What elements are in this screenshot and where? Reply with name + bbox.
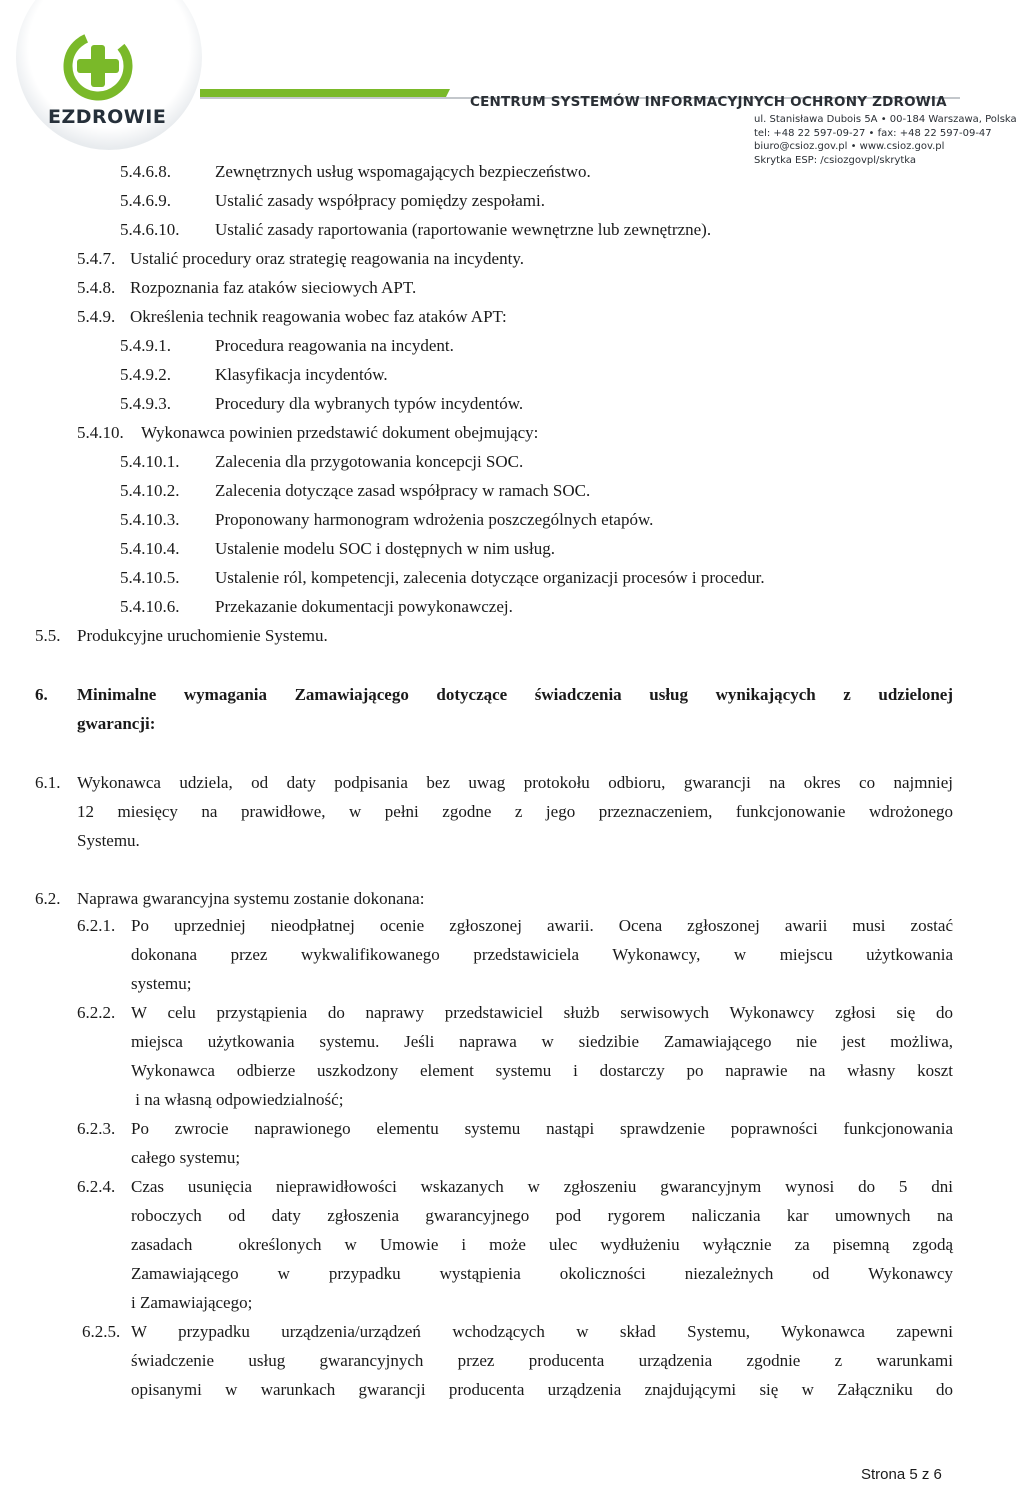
item-number: 5.4.10.4. — [120, 539, 180, 558]
item-number: 5.4.6.10. — [120, 220, 180, 239]
item-number: 5.4.10.3. — [120, 510, 180, 529]
item-line: Po uprzedniej nieodpłatnej ocenie zgłoszonej awarii. Ocena zgłoszonej awarii musi zostać — [131, 916, 953, 935]
section-number: 6. — [35, 685, 48, 704]
page-number: Strona 5 z 6 — [861, 1466, 942, 1483]
item-line: zasadach określonych w Umowie i może ulec wydłużeniu wyłącznie za pisemną zgodą — [131, 1235, 953, 1254]
item-number: 5.4.9.1. — [120, 336, 171, 355]
item-number: 5.4.10.6. — [120, 597, 180, 616]
paragraph-line: Naprawa gwarancyjna systemu zostanie dokonana: — [77, 889, 425, 908]
item-number: 6.2.3. — [77, 1119, 116, 1138]
paragraph-number: 6.2. — [35, 889, 61, 908]
item-text: Rozpoznania faz ataków sieciowych APT. — [130, 278, 417, 297]
item-number: 5.4.9. — [77, 307, 116, 326]
item-text: Ustalić zasady współpracy pomiędzy zespołami. — [215, 191, 545, 210]
contact-info — [754, 113, 1017, 167]
item-line: i na własną odpowiedzialność; — [131, 1090, 344, 1109]
organization-name: CENTRUM SYSTEMÓW INFORMACYJNYCH OCHRONY ZDROWIA — [470, 94, 947, 110]
item-number: 5.4.10.5. — [120, 568, 180, 587]
section-heading-line: gwarancji: — [77, 714, 156, 733]
item-text: Ustalenie ról, kompetencji, zalecenia dotyczące organizacji procesów i procedur. — [215, 568, 765, 587]
item-text: Zalecenia dla przygotowania koncepcji SOC. — [215, 452, 524, 471]
item-number: 5.4.9.2. — [120, 365, 171, 384]
item-text: Proponowany harmonogram wdrożenia poszczególnych etapów. — [215, 510, 654, 529]
item-number: 5.4.6.9. — [120, 191, 171, 210]
item-text: Zewnętrznych usług wspomagających bezpieczeństwo. — [215, 162, 591, 181]
item-text: Produkcyjne uruchomienie Systemu. — [77, 626, 328, 645]
item-line: Wykonawca odbierze uszkodzony element systemu i dostarczy po naprawie na własny koszt — [131, 1061, 953, 1080]
item-number: 5.4.8. — [77, 278, 116, 297]
item-line: Zamawiającego w przypadku wystąpienia okoliczności niezależnych od Wykonawcy — [131, 1264, 953, 1283]
item-line: opisanymi w warunkach gwarancji producenta urządzenia znajdującymi się w Załączniku do — [131, 1380, 953, 1399]
item-number: 5.4.6.8. — [120, 162, 171, 181]
contact-phone: tel: +48 22 597-09-27 • fax: +48 22 597-09-47 — [754, 127, 992, 139]
item-text: Ustalić procedury oraz strategię reagowania na incydenty. — [130, 249, 524, 268]
item-text: Określenia technik reagowania wobec faz ataków APT: — [130, 307, 507, 326]
item-number: 5.4.10. — [77, 423, 124, 442]
item-line: W celu przystąpienia do naprawy przedstawiciel służb serwisowych Wykonawcy zgłosi się do — [131, 1003, 953, 1022]
logo-text: EZDROWIE — [48, 106, 167, 128]
item-text: Procedury dla wybranych typów incydentów. — [215, 394, 524, 413]
item-line: Po zwrocie naprawionego elementu systemu nastąpi sprawdzenie poprawności funkcjonowania — [131, 1119, 953, 1138]
item-text: Ustalenie modelu SOC i dostępnych w nim usług. — [215, 539, 555, 558]
item-number: 5.5. — [35, 626, 61, 645]
item-text: Ustalić zasady raportowania (raportowanie wewnętrzne lub zewnętrzne). — [215, 220, 712, 239]
item-number: 5.4.10.1. — [120, 452, 180, 471]
item-text: Wykonawca powinien przedstawić dokument obejmujący: — [141, 423, 539, 442]
contact-esp: Skrytka ESP: /csiozgovpl/skrytka — [754, 154, 917, 166]
item-number: 5.4.7. — [77, 249, 116, 268]
item-text: Zalecenia dotyczące zasad współpracy w ramach SOC. — [215, 481, 591, 500]
page-header — [0, 0, 1017, 166]
item-line: całego systemu; — [131, 1148, 241, 1167]
paragraph-number: 6.1. — [35, 773, 61, 792]
item-number: 6.2.1. — [77, 916, 116, 935]
contact-address: ul. Stanisława Dubois 5A • 00-184 Warszawa, Polska — [754, 114, 1017, 125]
item-line: dokonana przez wykwalifikowanego przedstawiciela Wykonawcy, w miejscu użytkowania — [131, 945, 953, 964]
section-heading-line: Minimalne wymagania Zamawiającego dotyczące świadczenia usług wynikających z udzielonej — [77, 685, 953, 704]
item-text: Przekazanie dokumentacji powykonawczej. — [215, 597, 513, 616]
item-number: 5.4.9.3. — [120, 394, 171, 413]
item-line: miejsca użytkowania systemu. Jeśli naprawa w siedzibie Zamawiającego nie jest możliwa, — [131, 1032, 953, 1051]
paragraph-line: 12 miesięcy na prawidłowe, w pełni zgodne z jego przeznaczeniem, funkcjonowanie wdrożonego — [77, 802, 953, 821]
item-number: 6.2.4. — [77, 1177, 116, 1196]
item-number: 5.4.10.2. — [120, 481, 180, 500]
item-line: świadczenie usług gwarancyjnych przez producenta urządzenia zgodnie z warunkami — [131, 1351, 953, 1370]
item-line: roboczych od daty zgłoszenia gwarancyjnego pod rygorem naliczania kar umownych na — [131, 1206, 953, 1225]
item-number: 6.2.5. — [82, 1322, 121, 1341]
paragraph-line: Systemu. — [77, 831, 140, 850]
item-number: 6.2.2. — [77, 1003, 116, 1022]
header-accent-bar — [200, 89, 450, 97]
medical-cross-icon — [60, 28, 140, 108]
item-line: i Zamawiającego; — [131, 1293, 253, 1312]
item-line: Czas usunięcia nieprawidłowości wskazanych w zgłoszeniu gwarancyjnym wynosi do 5 dni — [131, 1177, 953, 1196]
item-line: W przypadku urządzenia/urządzeń wchodzących w skład Systemu, Wykonawca zapewni — [131, 1322, 953, 1341]
item-line: systemu; — [131, 974, 192, 993]
contact-email: biuro@csioz.gov.pl • www.csioz.gov.pl — [754, 141, 945, 152]
paragraph-line: Wykonawca udziela, od daty podpisania bez uwag protokołu odbioru, gwarancji na okres co najmniej — [77, 773, 953, 792]
item-text: Procedura reagowania na incydent. — [215, 336, 454, 355]
item-text: Klasyfikacja incydentów. — [215, 365, 388, 384]
